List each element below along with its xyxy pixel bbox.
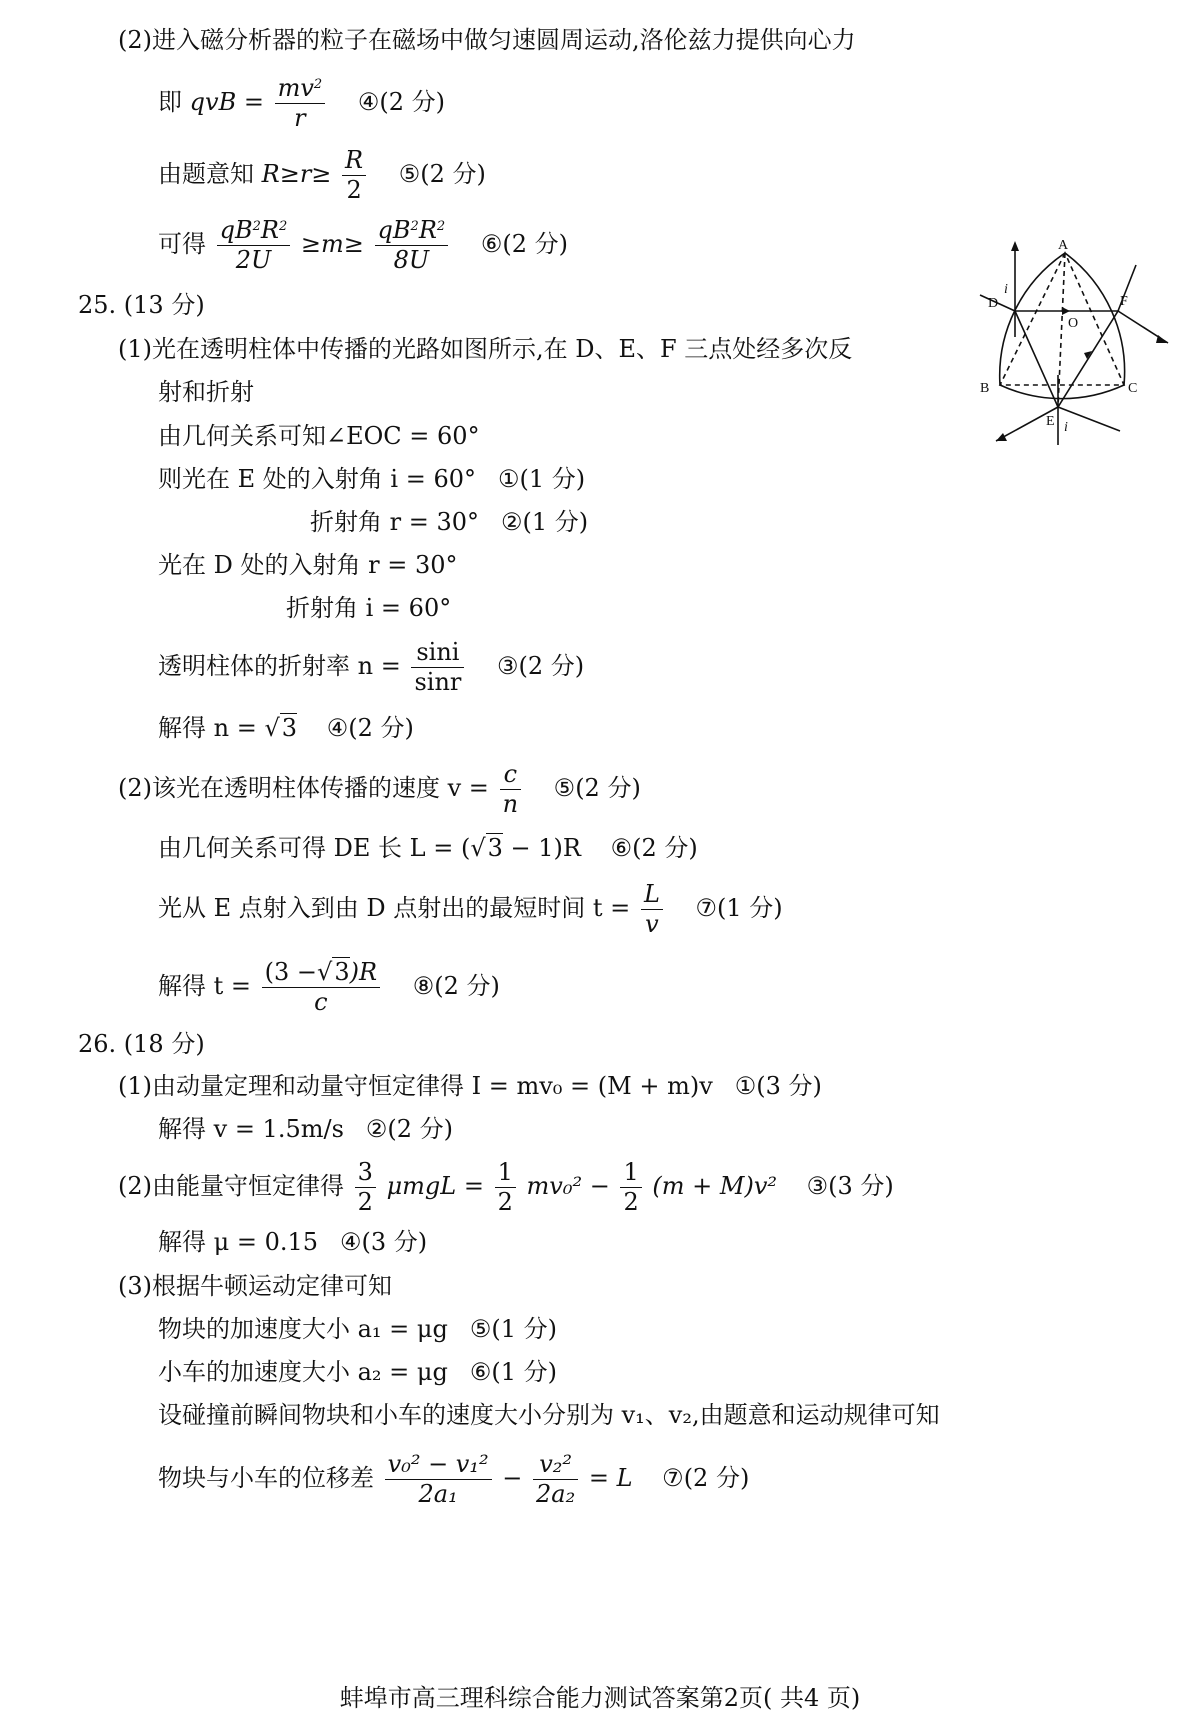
q26-part2-energy: (2)由能量守恒定律得 $\frac{3}{2}$ μmgL = $\frac{1}{2}$ mv₀² − $\frac{1}{2}$ (m + M)v² ③(3 分) bbox=[118, 1158, 894, 1217]
fraction: $\frac{1}{2}$ bbox=[495, 1160, 516, 1215]
sqrt-sign bbox=[470, 834, 485, 862]
q25-de-length: 由几何关系可得 DE 长 L = (√ 3 − 1)R ⑥(2 分) bbox=[158, 836, 698, 860]
fraction: $\frac{L}{v}$ bbox=[641, 882, 663, 937]
sqrt-sign bbox=[264, 714, 279, 742]
q26-part1: (1)由动量定理和动量守恒定律得 I = mv₀ = (M + m)v ①(3 分) bbox=[118, 1072, 822, 1100]
fraction: $\frac{qB^2R^2}{8U}$ bbox=[375, 218, 449, 273]
fraction: $\frac{\text{v₂²}}{\text{2a₂}}$ bbox=[533, 1452, 578, 1507]
q25-header: 25. (13 分) bbox=[78, 291, 205, 319]
q26-header: 26. (18 分) bbox=[78, 1030, 205, 1058]
q25-part2-speed: (2)该光在透明柱体传播的速度 v = $\frac{c}{n}$ ⑤(2 分) bbox=[118, 760, 641, 819]
fraction: $\frac{(3 -√ 3)R}{c}$ bbox=[262, 960, 380, 1015]
arrow-icon bbox=[996, 433, 1007, 441]
page-footer: 蚌埠市高三理科综合能力测试答案第2页( 共4 页) bbox=[339, 1684, 861, 1712]
fraction: $\frac{1}{2}$ bbox=[620, 1160, 641, 1215]
q25-geometry: 由几何关系可知∠EOC = 60° bbox=[158, 422, 480, 450]
label-c: C bbox=[1128, 381, 1138, 396]
q26-velocity-result: 解得 v = 1.5m/s ②(2 分) bbox=[158, 1115, 454, 1143]
arrow-icon bbox=[1156, 335, 1168, 343]
line-ae bbox=[1058, 253, 1065, 407]
q25-part1-line2: 射和折射 bbox=[158, 378, 254, 406]
q25-index-result: 解得 n = √ 3 ④(2 分) bbox=[158, 716, 414, 740]
label-i-bottom: i bbox=[1064, 420, 1068, 435]
q26-mu-result: 解得 μ = 0.15 ④(3 分) bbox=[158, 1228, 428, 1256]
fraction: $\frac{\sin i}{\sin r}$ bbox=[411, 640, 464, 695]
label-b: B bbox=[980, 381, 990, 396]
fraction: $\frac{3}{2}$ bbox=[355, 1160, 376, 1215]
label-d: D bbox=[988, 296, 999, 311]
q24-eq4: 即 qvB = $\frac{mv^2}{r}$ ④(2 分) bbox=[158, 74, 445, 133]
label-a: A bbox=[1058, 238, 1069, 253]
q26-displacement: 物块与小车的位移差 $\frac{\text{v₀² − v₁²}}{\text{2a₁}}$ − $\frac{\text{v₂²}}{\text{2a₂}}$ = L ⑦(2 分) bbox=[158, 1450, 750, 1509]
q25-incidence-d: 光在 D 处的入射角 r = 30° bbox=[158, 551, 458, 579]
arrow-up-icon bbox=[1011, 241, 1019, 251]
q25-refraction-d: 折射角 i = 60° bbox=[286, 594, 452, 622]
label-i-top: i bbox=[1004, 282, 1008, 297]
fraction: $\frac{c}{n}$ bbox=[500, 762, 521, 817]
q25-refraction-e: 折射角 r = 30° ②(1 分) bbox=[310, 508, 589, 536]
fraction: $\frac{\text{v₀² − v₁²}}{\text{2a₁}}$ bbox=[385, 1452, 492, 1507]
q24-part2-intro: (2)进入磁分析器的粒子在磁场中做匀速圆周运动,洛伦兹力提供向心力 bbox=[118, 26, 856, 54]
q26-a2: 小车的加速度大小 a₂ = μg ⑥(1 分) bbox=[158, 1358, 558, 1386]
label-f: F bbox=[1120, 294, 1128, 309]
q26-a1: 物块的加速度大小 a₁ = μg ⑤(1 分) bbox=[158, 1315, 558, 1343]
q26-part3: (3)根据牛顿运动定律可知 bbox=[118, 1272, 392, 1300]
q24-eq6: 可得 $\frac{qB^2R^2}{2U}$ ≥m≥ $\frac{qB^2R^2}{8U}$ ⑥(2 分) bbox=[158, 216, 568, 275]
label-o: O bbox=[1068, 316, 1079, 331]
q25-time-formula: 光从 E 点射入到由 D 点射出的最短时间 t = $\frac{L}{v}$ ⑦(1 分) bbox=[158, 880, 783, 939]
q25-index-formula: 透明柱体的折射率 n = $\frac{\sin i}{\sin r}$ ③(2 分) bbox=[158, 638, 585, 697]
light-path-diagram bbox=[960, 235, 1178, 457]
label-e: E bbox=[1046, 414, 1055, 429]
fraction: $\frac{qB^2R^2}{2U}$ bbox=[217, 218, 291, 273]
q26-setup: 设碰撞前瞬间物块和小车的速度大小分别为 v₁、v₂,由题意和运动规律可知 bbox=[158, 1401, 940, 1429]
q25-time-result: 解得 t = $\frac{(3 -√ 3)R}{c}$ ⑧(2 分) bbox=[158, 960, 500, 1015]
fraction: $\frac{R}{2}$ bbox=[342, 148, 366, 203]
fraction: $\frac{mv^2}{r}$ bbox=[275, 76, 326, 131]
q25-incidence-e: 则光在 E 处的入射角 i = 60° ①(1 分) bbox=[158, 465, 586, 493]
q24-eq5: 由题意知 R≥r≥ $\frac{R}{2}$ ⑤(2 分) bbox=[158, 146, 486, 205]
arrow-icon bbox=[1062, 307, 1070, 315]
q25-part1-line1: (1)光在透明柱体中传播的光路如图所示,在 D、E、F 三点处经多次反 bbox=[118, 335, 853, 363]
